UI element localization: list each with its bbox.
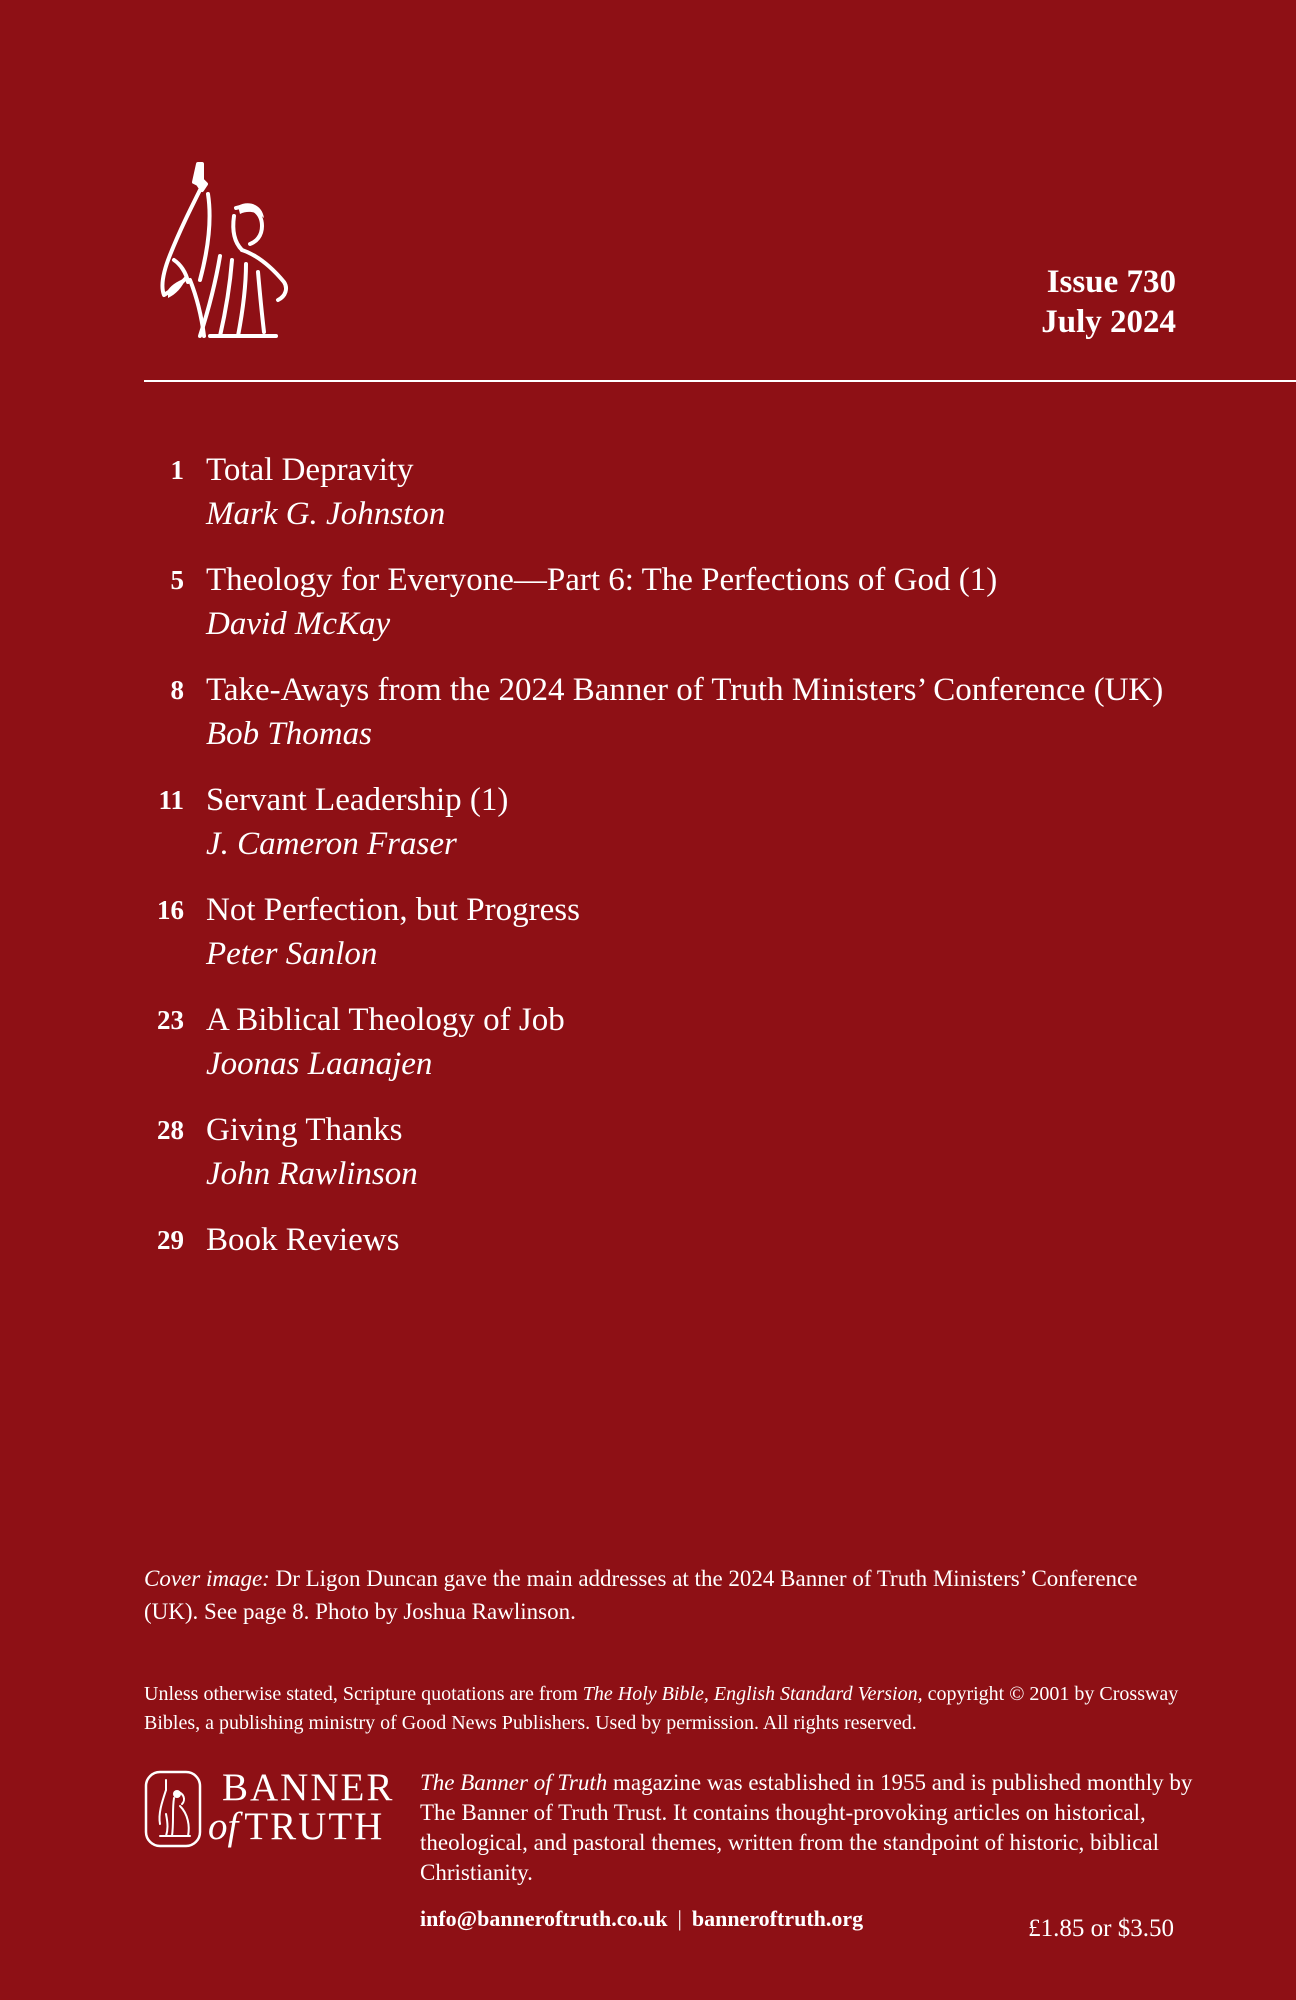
toc-entry[interactable]	[144, 448, 1254, 536]
toc-author: Bob Thomas	[206, 716, 372, 752]
toc-page-number: 29	[157, 1225, 184, 1255]
toc-page-number: 1	[170, 455, 184, 485]
scripture-note-before: Unless otherwise stated, Scripture quotations are from	[144, 1683, 583, 1705]
brand-truth-line	[208, 1806, 384, 1848]
about-text	[420, 1768, 1220, 1888]
scripture-note-book: The Holy Bible, English Standard Version,	[582, 1683, 923, 1705]
contact-info	[420, 1904, 863, 1934]
about-title: The Banner of Truth	[420, 1770, 608, 1795]
cover-note-text: Dr Ligon Duncan gave the main addresses at the 2024 Banner of Truth Ministers’ Conference (UK). See page 8. Photo by Joshua Rawlinson.	[144, 1566, 1138, 1624]
toc-title: Take-Aways from the 2024 Banner of Truth Ministers’ Conference (UK)	[206, 672, 1164, 708]
toc-page-number: 23	[157, 1005, 184, 1035]
email-link[interactable]: info@banneroftruth.co.uk	[420, 1906, 668, 1931]
toc-entry[interactable]	[144, 668, 1254, 756]
toc-title: A Biblical Theology of Job	[206, 1002, 565, 1038]
toc-entry[interactable]	[144, 998, 1254, 1086]
brand-of-text: of	[208, 1805, 239, 1848]
issue-date: July 2024	[1041, 304, 1176, 340]
price: £1.85 or $3.50	[1028, 1915, 1174, 1942]
toc-title: Theology for Everyone—Part 6: The Perfections of God (1)	[206, 562, 998, 598]
brand-truth-text: TRUTH	[244, 1805, 385, 1848]
toc-title: Book Reviews	[206, 1222, 400, 1258]
issue-info	[1041, 262, 1176, 342]
toc-author: John Rawlinson	[206, 1156, 418, 1192]
toc-author: David McKay	[206, 606, 391, 642]
toc-author: Peter Sanlon	[206, 936, 378, 972]
cover-image-note	[144, 1562, 1194, 1628]
toc-entry[interactable]	[144, 1218, 1254, 1262]
toc-page-number: 8	[170, 675, 184, 705]
toc-entry[interactable]	[144, 778, 1254, 866]
toc-title: Not Perfection, but Progress	[206, 892, 580, 928]
toc-page-number: 5	[170, 565, 184, 595]
table-of-contents	[144, 448, 1254, 1284]
toc-entry[interactable]	[144, 558, 1254, 646]
toc-title: Total Depravity	[206, 452, 414, 488]
issue-number: Issue 730	[1046, 264, 1176, 300]
contact-separator: |	[677, 1906, 682, 1931]
toc-author: Joonas Laanajen	[206, 1046, 433, 1082]
cover-note-label: Cover image:	[144, 1566, 270, 1591]
toc-author: Mark G. Johnston	[206, 496, 446, 532]
scripture-note	[144, 1680, 1224, 1738]
brand-banner-text: BANNER	[222, 1766, 395, 1809]
toc-page-number: 11	[158, 785, 184, 815]
toc-entry[interactable]	[144, 1108, 1254, 1196]
divider	[144, 380, 1296, 382]
toc-title: Giving Thanks	[206, 1112, 403, 1148]
preacher-figure-icon	[144, 1770, 202, 1848]
website-link[interactable]: banneroftruth.org	[691, 1906, 864, 1931]
toc-author: J. Cameron Fraser	[206, 826, 457, 862]
toc-entry[interactable]	[144, 888, 1254, 976]
banner-of-truth-logo	[144, 1768, 414, 1850]
toc-page-number: 28	[157, 1115, 184, 1145]
toc-title: Servant Leadership (1)	[206, 782, 509, 818]
preacher-figure-icon	[150, 160, 300, 340]
about-body: magazine was established in 1955 and is published monthly by The Banner of Truth Trust. It contains thought-provoking articles on historical, theological, and pastoral themes, written from the standpoint of historic, biblical Christianity.	[420, 1770, 1193, 1885]
toc-page-number: 16	[157, 895, 184, 925]
scripture-note-after: copyright © 2001 by Crossway Bibles, a publishing ministry of Good News Publishers. Used by permission. All rights reserved.	[144, 1683, 1179, 1734]
